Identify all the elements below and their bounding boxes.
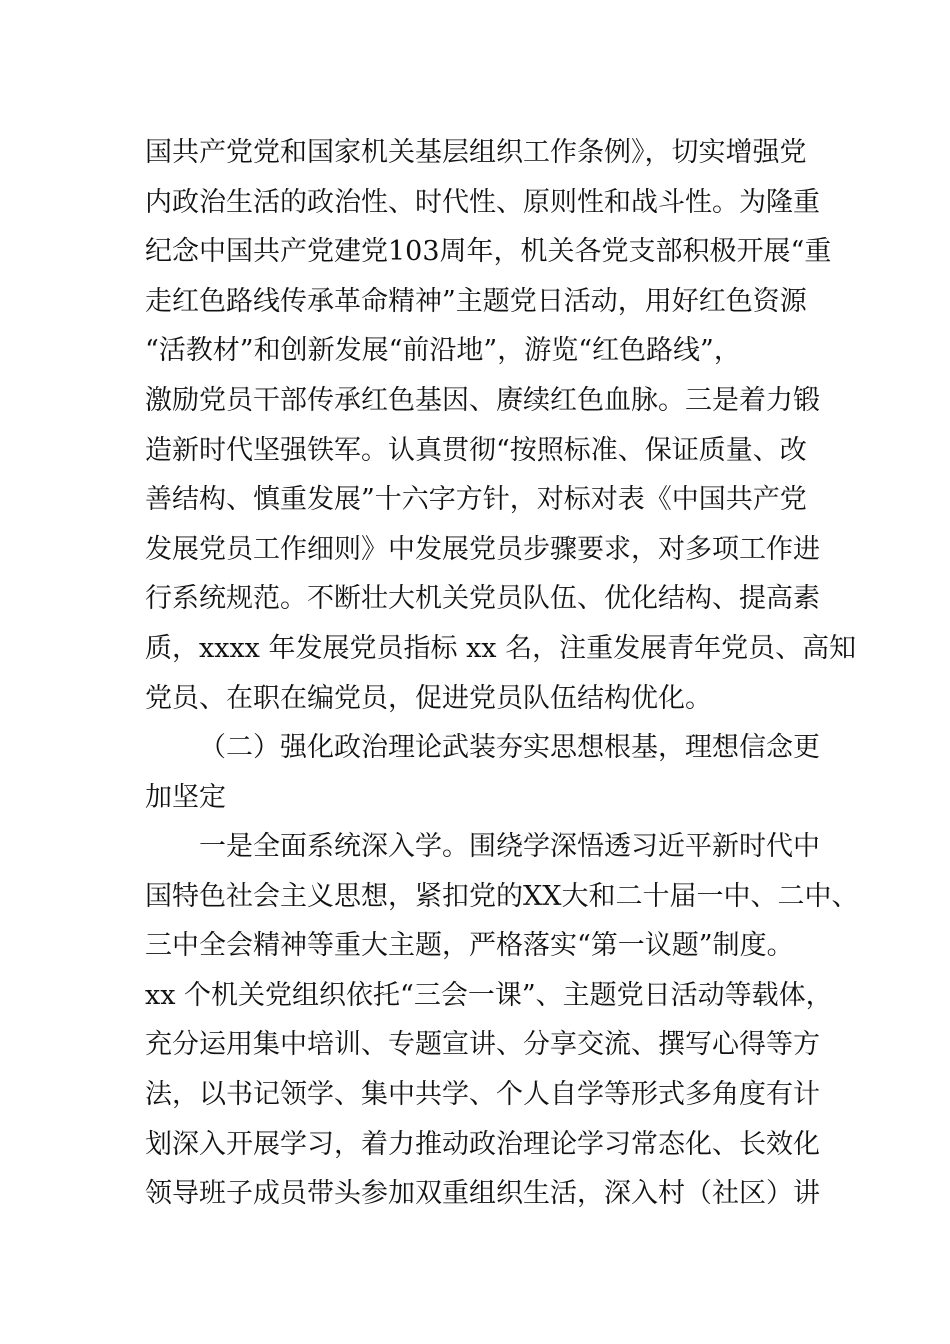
body-paragraph-party-building — [145, 128, 857, 723]
text-line: xx 个机关党组织依托“三会一课”、主题党日活动等载体， — [145, 979, 833, 1011]
text-line: 行系统规范。不断壮大机关党员队伍、优化结构、提高素 — [145, 583, 820, 615]
text-line: 国共产党党和国家机关基层组织工作条例》，切实增强党 — [145, 137, 807, 168]
text-line: 激励党员干部传承红色基因、赓续红色血脉。三是着力锻 — [145, 384, 820, 416]
text-line: 质，xxxx 年发展党员指标 xx 名，注重发展青年党员、高知 — [145, 632, 857, 664]
heading-line: （二）强化政治理论武装夯实思想根基，理想信念更 — [199, 732, 820, 763]
text-line: 一是全面系统深入学。围绕学深悟透习近平新时代中 — [199, 831, 820, 862]
text-line: 内政治生活的政治性、时代性、原则性和战斗性。为隆重 — [145, 186, 820, 218]
text-line: 走红色路线传承革命精神”主题党日活动，用好红色资源 — [145, 285, 807, 317]
text-line: 纪念中国共产党建党103周年，机关各党支部积极开展“重 — [145, 236, 832, 268]
text-line: “活教材”和创新发展“前沿地”，游览“红色路线”， — [145, 335, 741, 367]
text-line: 国特色社会主义思想，紧扣党的XX大和二十届一中、二中、 — [145, 880, 859, 912]
heading-line: 加坚定 — [145, 781, 226, 813]
text-line: 发展党员工作细则》中发展党员步骤要求，对多项工作进 — [145, 533, 820, 565]
section-heading-theory — [145, 723, 820, 822]
text-line: 善结构、慎重发展”十六字方针，对标对表《中国共产党 — [145, 484, 807, 516]
text-line: 党员、在职在编党员，促进党员队伍结构优化。 — [145, 682, 712, 714]
text-line: 领导班子成员带头参加双重组织生活，深入村（社区）讲 — [145, 1178, 820, 1210]
text-line: 充分运用集中培训、专题宣讲、分享交流、撰写心得等方 — [145, 1029, 820, 1061]
text-line: 三中全会精神等重大主题，严格落实“第一议题”制度。 — [145, 930, 794, 962]
text-line: 划深入开展学习，着力推动政治理论学习常态化、长效化 — [145, 1128, 820, 1160]
text-line: 法，以书记领学、集中共学、个人自学等形式多角度有计 — [145, 1078, 820, 1110]
text-line: 造新时代坚强铁军。认真贯彻“按照标准、保证质量、改 — [145, 434, 807, 466]
body-paragraph-study — [145, 822, 859, 1219]
